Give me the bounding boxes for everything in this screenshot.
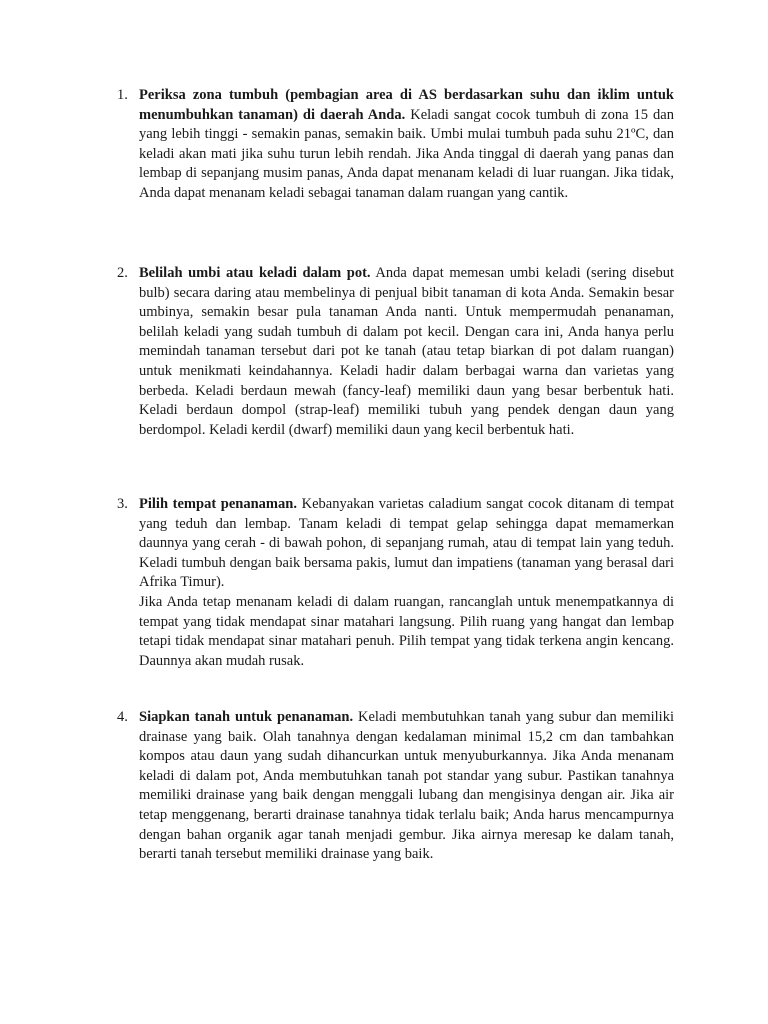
list-item-body (139, 86, 674, 204)
list-item-heading: Pilih tempat penanaman. (139, 496, 297, 512)
list-item-body (139, 264, 674, 440)
list-item (117, 86, 674, 204)
list-item-paragraph (139, 495, 674, 593)
list-item (117, 264, 674, 440)
list-item-paragraph-2: Jika Anda tetap menanam keladi di dalam ruangan, rancanglah untuk menempatkannya di tempat yang tidak mendapat sinar matahari langsung. Pilih ruang yang hangat dan lembap tetapi tidak mendapat sinar matahari penuh. Pilih tempat yang tidak terkena angin kencang. Daunnya akan mudah rusak. (139, 593, 674, 669)
list-item (117, 708, 674, 865)
list-item-number: 4. (117, 709, 128, 725)
list-item-paragraph (139, 708, 674, 865)
list-item-text: Keladi membutuhkan tanah yang subur dan memiliki drainase yang baik. Olah tanahnya dengan kedalaman minimal 15,2 cm dan tambahkan kompos atau daun yang sudah dihancurkan untuk menyuburkannya. Jika Anda menanam keladi di dalam pot, Anda membutuhkan tanah pot standar yang subur. Pastikan tanahnya memiliki drainase yang baik dengan menggali lubang dan mengisinya dengan air. Jika air tetap menggenang, berarti drainase tanahnya tidak terlalu baik; Anda harus mencampurnya dengan bahan organik agar tanah menjadi gembur. Jika airnya meresap ke dalam tanah, berarti tanah tersebut memiliki drainase yang baik. (139, 709, 674, 863)
list-item-number: 1. (117, 87, 128, 103)
list-item-body (139, 495, 674, 671)
list-item-heading: Siapkan tanah untuk penanaman. (139, 709, 354, 725)
list-item-text: Kebanyakan varietas caladium sangat cocok ditanam di tempat yang teduh dan lembap. Tanam keladi di tempat gelap sehingga dapat memamerkan daunnya yang cerah - di bawah pohon, di sepanjang rumah, atau di tempat lain yang teduh. Keladi tumbuh dengan baik bersama pakis, lumut dan impatiens (tanaman yang berasal dari Afrika Timur). (139, 496, 674, 591)
list-item-number: 2. (117, 265, 128, 281)
list-item-body (139, 708, 674, 865)
list-item (117, 495, 674, 671)
list-item-number: 3. (117, 496, 128, 512)
list-item-text: Anda dapat memesan umbi keladi (sering disebut bulb) secara daring atau membelinya di penjual bibit tanaman di kota Anda. Semakin besar umbinya, semakin besar pula tanaman Anda nanti. Untuk mempermudah penanaman, belilah keladi yang sudah tumbuh di dalam pot kecil. Dengan cara ini, Anda hanya perlu memindah tanaman tersebut dari pot ke tanah (atau tetap biarkan di pot dalam ruangan) untuk menikmati keindahannya. Keladi hadir dalam berbagai warna dan varietas yang berbeda. Keladi berdaun mewah (fancy-leaf) memiliki daun yang besar berbentuk hati. Keladi berdaun dompol (strap-leaf) memiliki tubuh yang pendek dengan daun yang berdompol. Keladi kerdil (dwarf) memiliki daun yang kecil berbentuk hati. (139, 265, 674, 438)
list-item-heading: Periksa zona tumbuh (pembagian area di AS berdasarkan suhu dan iklim untuk menumbuhkan tanaman) di daerah Anda. (139, 87, 674, 123)
list-item-paragraph (139, 86, 674, 204)
list-item-paragraph (139, 264, 674, 440)
list-item-heading: Belilah umbi atau keladi dalam pot. (139, 265, 371, 281)
list-item-text: Keladi sangat cocok tumbuh di zona 15 dan yang lebih tinggi - semakin panas, semakin baik. Umbi mulai tumbuh pada suhu 21ºC, dan keladi akan mati jika suhu turun lebih rendah. Jika Anda tinggal di daerah yang panas dan lembap di sepanjang musim panas, Anda dapat menanam keladi di luar ruangan. Jika tidak, Anda dapat menanam keladi sebagai tanaman dalam ruangan yang cantik. (139, 106, 674, 201)
